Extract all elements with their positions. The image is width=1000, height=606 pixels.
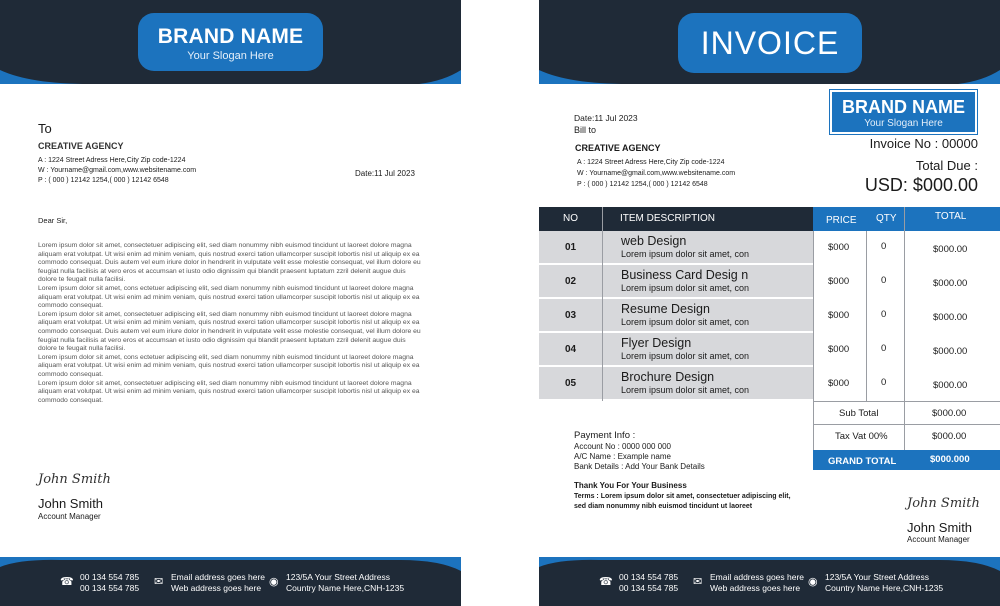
total-due-value: USD: $000.00 [864,175,978,195]
body-paragraph: Lorem ipsum dolor sit amet, consectetuer adipiscing elit, sed diam nonummy nibh euismod tincidunt ut laoreet dolore magna aliquam erat volutpat. Ut wisi enim ad minim veniam, quis nostrud exerci tation ullamcorper suscipit lobortis nisl ut aliquip ex ea commodo consequat. Duis autem vel eum iriure dolor in hendrerit in vulputate velit esse molestie consequat, vel illum dolore eu feugiat nulla facilisis at vero eros et accumsan et iusto odio dignissim qui blandit praesent luptatum zzril delenit augue duis dolore te feugait nulla facilisi. [38,310,421,353]
totals-line [813,401,1000,402]
footer-phone [80,572,139,594]
item-qty: 0 [881,275,887,286]
bill-to-web: W : Yourname@gmail.com,www.websitename.com [577,170,736,177]
thanks-message: Thank You For Your Business [574,481,687,490]
item-description: Lorem ipsum dolor sit amet, con [621,351,750,361]
item-total: $000.00 [933,312,968,323]
item-number: 04 [565,344,577,355]
grand-total-value: $000.000 [930,454,970,465]
tax-value: $000.00 [932,431,967,442]
footer-phone-2: 00 134 554 785 [619,583,679,593]
salutation: Dear Sir, [38,216,68,225]
letter-body [38,242,426,405]
page-gap [461,0,539,606]
bank-details: Bank Details : Add Your Bank Details [574,462,705,471]
footer-email-1: Email address goes here [710,572,805,582]
item-total: $000.00 [933,244,968,255]
footer-email-2: Web address goes here [171,583,262,593]
terms-text-2: sed diam nonummy nibh euismod tincidunt ut laoreet [574,503,753,510]
footer-address-1: 123/5A Your Street Address [286,572,390,582]
terms-text: Lorem ipsum dolor sit amet, consectetuer adipiscing elit, [598,493,791,500]
body-paragraph: Lorem ipsum dolor sit amet, cons ectetuer adipiscing elit, sed diam nonummy nibh euismod tincidunt ut laoreet dolore magna aliquam erat volutpat. Ut wisi enim ad minim veniam, quis nostrud exerci tation ullamcorper suscipit lobortis nisl ut aliquip ex ea commodo consequat. [38,284,420,310]
item-qty: 0 [881,309,887,320]
email-icon: ✉ [154,576,164,588]
item-title: Business Card Desig n [621,268,749,282]
payment-info-label: Payment Info : [574,430,636,441]
to-label: To [38,121,52,136]
item-number: 01 [565,242,577,253]
footer-address-2: Country Name Here,CNH-1235 [825,583,944,593]
item-title: Flyer Design [621,336,692,350]
invoice-footer [539,557,1000,606]
invoice-number: Invoice No : 00000 [869,136,978,151]
item-qty: 0 [881,241,887,252]
account-number: Account No : 0000 000 000 [574,442,671,451]
brand-logo [830,90,977,134]
signer-title: Account Manager [38,512,101,521]
bill-to-label: Bill to [574,125,597,135]
item-total: $000.00 [933,380,968,391]
footer-phone-1: 00 134 554 785 [80,572,140,582]
table-divider [602,207,603,401]
item-price: $000 [828,344,850,355]
location-icon: ◉ [269,576,279,588]
body-paragraph: Lorem ipsum dolor sit amet, consectetuer adipiscing elit, sed diam nonummy nibh euismod tincidunt ut laoreet dolore magna aliquam erat volutpat. Ut wisi enim ad minim veniam, quis nostrud exerci tation ullamcorper suscipit lobortis nisl ut aliquip ex ea commodo consequat. Duis autem vel eum iriure dolor in hendrerit in vulputate velit esse molestie consequat, vel illum dolore eu feugiat nulla facilisis at vero eros et accumsan et iusto odio dignissim qui blandit praesent luptatum zzril delenit augue duis dolore te feugait nulla facilisi. [38,242,421,284]
table-divider [813,231,814,470]
item-title: web Design [621,234,687,248]
bill-to-agency: CREATIVE AGENCY [575,143,661,153]
item-price: $000 [828,378,850,389]
signer-title: Account Manager [907,535,970,544]
footer-address-1: 123/5A Your Street Address [825,572,929,582]
terms-label: Terms : [574,493,599,500]
invoice-title: INVOICE [678,13,862,73]
recipient-address: A : 1224 Street Adress Here,City Zip code-1224 [38,157,186,164]
signer-name: John Smith [907,520,973,535]
grand-total-row [813,450,1000,470]
table-divider [866,231,867,401]
item-description: Lorem ipsum dolor sit amet, con [621,249,750,259]
phone-icon: ☎ [60,576,74,588]
brand-name: BRAND NAME [842,97,965,117]
footer-address [286,572,404,594]
handwritten-signature: John Smith [38,472,111,487]
item-number: 03 [565,310,577,321]
item-price: $000 [828,276,850,287]
total-due-label: Total Due : [915,158,978,173]
letter-header [0,0,461,84]
signer-name: John Smith [38,496,104,511]
bill-to-phone: P : ( 000 ) 12142 1254,( 000 ) 12142 6548 [577,181,708,188]
footer-address-2: Country Name Here,CNH-1235 [286,583,405,593]
item-description: Lorem ipsum dolor sit amet, con [621,317,750,327]
invoice-date: Date:11 Jul 2023 [574,113,638,123]
brand-slogan: Your Slogan Here [864,118,943,129]
footer-email-1: Email address goes here [171,572,266,582]
header-no: NO [563,213,578,224]
item-total: $000.00 [933,278,968,289]
recipient-agency: CREATIVE AGENCY [38,141,124,151]
tax-label: Tax Vat 00% [835,431,888,442]
header-description: ITEM DESCRIPTION [620,213,716,224]
brand-slogan: Your Slogan Here [187,50,274,62]
item-number: 05 [565,378,577,389]
footer-address [825,572,943,594]
footer-phone-2: 00 134 554 785 [80,583,140,593]
letterhead-page [0,0,461,606]
location-icon: ◉ [808,576,818,588]
item-qty: 0 [881,343,887,354]
footer-email [710,572,804,594]
body-paragraph: Lorem ipsum dolor sit amet, consectetuer adipiscing elit, sed diam nonummy nibh euismod tincidunt ut laoreet dolore magna aliquam erat volutpat. Ut wisi enim ad minim veniam, quis nostrud exerci tation ullamcorper suscipit lobortis nisl ut aliquip ex ea commodo consequat. [38,379,420,404]
footer-email-2: Web address goes here [710,583,801,593]
header-qty: QTY [876,213,897,224]
item-description: Lorem ipsum dolor sit amet, con [621,385,750,395]
recipient-phone: P : ( 000 ) 12142 1254,( 000 ) 12142 6548 [38,177,169,184]
recipient-web: W : Yourname@gmail.com,www.websitename.com [38,167,197,174]
sub-total-label: Sub Total [839,408,879,419]
bill-to-address: A : 1224 Street Adress Here,City Zip code-1224 [577,159,725,166]
brand-name: BRAND NAME [157,25,304,48]
item-price: $000 [828,242,850,253]
item-price: $000 [828,310,850,321]
item-title: Resume Design [621,302,710,316]
invoice-page [539,0,1000,606]
letter-date: Date:11 Jul 2023 [355,169,415,178]
sub-total-value: $000.00 [932,408,967,419]
item-title: Brochure Design [621,370,715,384]
item-qty: 0 [881,377,887,388]
footer-phone-1: 00 134 554 785 [619,572,679,582]
brand-logo [138,13,323,71]
item-total: $000.00 [933,346,968,357]
table-divider [904,207,905,470]
email-icon: ✉ [693,576,703,588]
handwritten-signature: John Smith [907,496,980,511]
grand-total-label: GRAND TOTAL [828,456,897,467]
letter-footer [0,557,461,606]
footer-phone [619,572,678,594]
body-paragraph: Lorem ipsum dolor sit amet, cons ectetuer adipiscing elit, sed diam nonummy nibh euismod tincidunt ut laoreet dolore magna aliquam erat volutpat. Ut wisi enim ad minim veniam, quis nostrud exerci tation ullamcorper suscipit lobortis nisl ut aliquip ex ea commodo consequat. [38,353,420,378]
terms [574,493,791,500]
item-number: 02 [565,276,577,287]
account-name: A/C Name : Example name [574,452,671,461]
phone-icon: ☎ [599,576,613,588]
header-total: TOTAL [935,211,967,222]
invoice-header [539,0,1000,84]
footer-email [171,572,265,594]
header-price: PRICE [826,215,857,226]
item-description: Lorem ipsum dolor sit amet, con [621,283,750,293]
totals-line [813,424,1000,425]
